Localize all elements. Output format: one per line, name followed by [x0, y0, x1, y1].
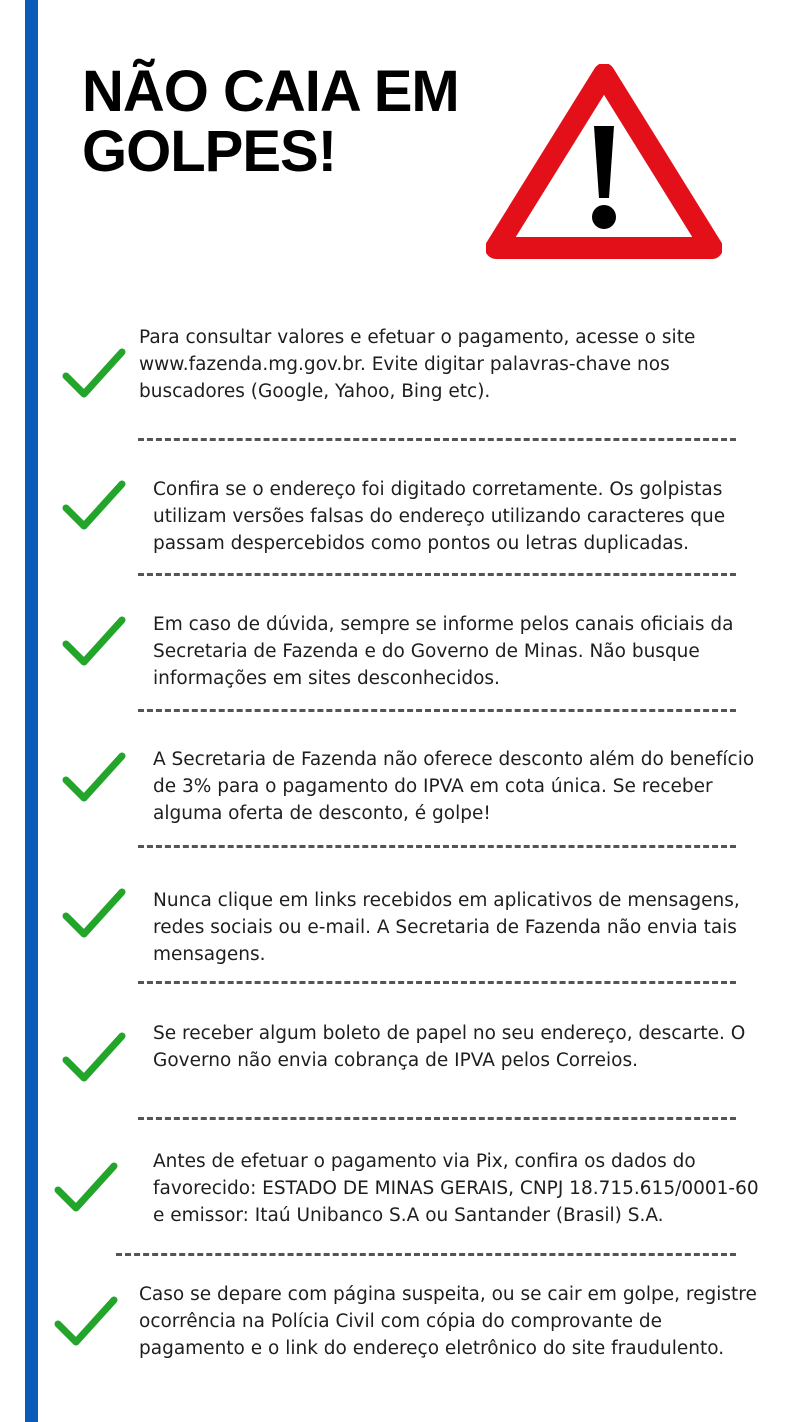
tip-text-1: Para consultar valores e efetuar o pagamento, acesse o site www.fazenda.mg.gov.br. Evite digitar palavras-chave nos buscadores (Google, Yahoo, Bing etc). [139, 327, 696, 402]
tip-text-7: Antes de efetuar o pagamento via Pix, confira os dados do favorecido: ESTADO DE MINAS GERAIS, CNPJ 18.715.615/0001-60 e emissor: Itaú Unibanco S.A ou Santander (Brasil) S.A. [153, 1151, 759, 1226]
checkmark-icon [54, 1160, 118, 1216]
checkmark-icon [62, 478, 126, 534]
tip-text-5: Nunca clique em links recebidos em aplicativos de mensagens, redes sociais ou e-mail. A Secretaria de Fazenda não envia tais mensagens. [153, 890, 740, 965]
divider-3 [138, 709, 736, 712]
checkmark-icon [62, 886, 126, 942]
divider-7 [116, 1253, 736, 1256]
divider-2 [138, 573, 736, 576]
page-title [82, 59, 522, 184]
title-line-2: GOLPES! [82, 119, 337, 184]
checkmark-icon [62, 346, 126, 402]
tip-text-2: Confira se o endereço foi digitado corretamente. Os golpistas utilizam versões falsas do endereço utilizando caracteres que passam despercebidos como pontos ou letras duplicadas. [153, 479, 726, 554]
divider-6 [138, 1117, 736, 1120]
divider-4 [138, 845, 736, 848]
checkmark-icon [62, 750, 126, 806]
tip-text-3: Em caso de dúvida, sempre se informe pelos canais oficiais da Secretaria de Fazenda e do Governo de Minas. Não busque informações em sites desconhecidos. [153, 614, 734, 689]
checkmark-icon [62, 614, 126, 670]
tip-text-6: Se receber algum boleto de papel no seu endereço, descarte. O Governo não envia cobrança de IPVA pelos Correios. [153, 1023, 746, 1071]
checkmark-icon [54, 1294, 118, 1350]
left-accent-bar [25, 0, 38, 1422]
checkmark-icon [62, 1030, 126, 1086]
title-line-1: NÃO CAIA EM [82, 59, 459, 124]
divider-1 [138, 438, 736, 441]
tip-text-4: A Secretaria de Fazenda não oferece desconto além do benefício de 3% para o pagamento do IPVA em cota única. Se receber alguma oferta de desconto, é golpe! [153, 749, 755, 824]
divider-5 [138, 981, 736, 984]
tip-text-8: Caso se depare com página suspeita, ou se cair em golpe, registre ocorrência na Polícia Civil com cópia do comprovante de pagamento e o link do endereço eletrônico do site fraudulento. [139, 1284, 757, 1359]
warning-triangle-icon [486, 64, 722, 262]
